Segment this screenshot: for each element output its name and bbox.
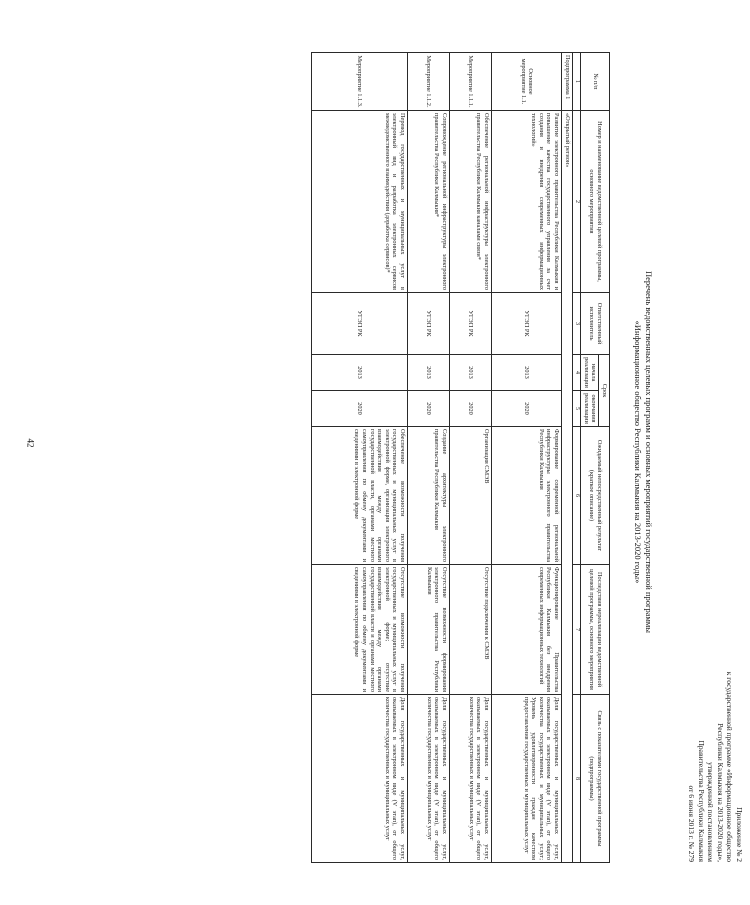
column-number: 6 [572, 427, 581, 565]
appendix-line: Правительства Республики Калмыкия [697, 740, 706, 862]
appendix-line: к государственной программе «Информационное общество [725, 671, 735, 862]
row-consequences: Отсутствие возможности получения государственных и муниципальных услуг в электронной форме; отсутствие взаимодействия между органами государственной власти и органами местного самоуправления по обмену документами и сведениями в электронной форме [312, 565, 408, 695]
column-number: 5 [572, 391, 581, 427]
document-title-line: Перечень ведомственных целевых программ и основных мероприятий государственной программы [644, 271, 654, 633]
header-result: Ожидаемый непосредственный результат (краткое описание) [581, 427, 610, 565]
column-number: 1 [572, 53, 581, 111]
row-result: Формирование современной региональной инфраструктуры электронного правительства Республики Калмыкия [492, 427, 562, 565]
subprogram-name: «Открытый регион» [562, 111, 573, 863]
column-number: 2 [572, 111, 581, 293]
column-number: 7 [572, 565, 581, 695]
row-link: Доля государственных и муниципальных услуг, оказываемых в электронном виде (V этап), от общего количества государственных и муниципальных услуг [408, 695, 450, 863]
header-term-end: окончания реализации [581, 391, 599, 427]
header-consequences: Последствия нереализации ведомственной целевой программы, основного мероприятия [581, 565, 610, 695]
header-term-start: начала реализации [581, 355, 599, 391]
row-name: Обеспечение региональной инфраструктуры электронного правительства Республики Калмыкия каналами связи* [450, 111, 492, 293]
measures-table [311, 52, 610, 863]
document-sheet [140, 22, 750, 882]
row-start: 2013 [408, 355, 450, 391]
column-number: 8 [572, 695, 581, 863]
table-row [450, 53, 492, 863]
header-executor: Ответственный исполнитель [581, 293, 610, 355]
appendix-line: утвержденной постановлением [706, 762, 716, 862]
row-end: 2020 [492, 391, 562, 427]
table-row [312, 53, 408, 863]
header-no: № п/п [581, 53, 610, 111]
subprogram-label: Подпрограмма 1 [562, 53, 573, 111]
row-result: Создание архитектуры электронного правительства Республики Калмыкия [408, 427, 450, 565]
row-start: 2013 [492, 355, 562, 391]
row-start: 2013 [312, 355, 408, 391]
row-link: Доля государственных и муниципальных услуг, оказываемых в электронном виде (V этап), от общего количества государственных и муниципальных услуг [450, 695, 492, 863]
document-title [632, 222, 654, 682]
table-row [492, 53, 562, 863]
row-number: Мероприятие 1.1.1. [450, 53, 492, 111]
header-term: Срок [599, 355, 610, 427]
column-number: 3 [572, 293, 581, 355]
row-link: Доля государственных и муниципальных услуг, оказываемых в электронном виде (V этап), от общего количества государственных и муниципальных услуг [312, 695, 408, 863]
row-consequences: Функционирование Правительства Республики Калмыкия без внедрения современных информационных технологий [492, 565, 562, 695]
subprogram-row [562, 53, 573, 863]
appendix-line: Республики Калмыкия на 2013-2020 годы», [716, 723, 725, 862]
row-name: Развитие электронного правительства Республики Калмыкия и повышение качества государственного управления за счет создания и внедрения современных информационных технологий» [492, 111, 562, 293]
row-consequences: Отсутствие подключения к СМЭВ [450, 565, 492, 695]
row-executor: УГЭП РК [312, 293, 408, 355]
row-end: 2020 [450, 391, 492, 427]
header-name: Номер и наименование ведомственной целевой программы, основного мероприятия [581, 111, 610, 293]
row-name: Сопровождение региональной инфраструктуры электронного правительства Республики Калмыкия* [408, 111, 450, 293]
row-end: 2020 [408, 391, 450, 427]
appendix-header [687, 632, 744, 862]
row-start: 2013 [450, 355, 492, 391]
row-number: Мероприятие 1.1.3. [312, 53, 408, 111]
row-result: Организация СМЭВ [450, 427, 492, 565]
row-end: 2020 [312, 391, 408, 427]
row-number: Основное мероприятие 1.1. [492, 53, 562, 111]
appendix-line: от 6 июня 2013 г. № 279 [687, 785, 697, 862]
page-number: 42 [25, 438, 36, 448]
row-consequences: Отсутствие возможности формирования электронного правительства Республики Калмыкия [408, 565, 450, 695]
row-result: Обеспечение возможности получения государственных и муниципальных услуг в электронной форме, организация электронного взаимодействия между органами государственной власти, органами местного самоуправления по обмену документами и сведениями в электронной форме [312, 427, 408, 565]
row-name: Перевод государственных и муниципальных услуг в электронный вид и разработка электронных сервисов межведомственного взаимодействия (доработка сервисов)* [312, 111, 408, 293]
row-executor: УГЭП РК [450, 293, 492, 355]
appendix-title: Приложение № 2 [735, 807, 744, 862]
row-link: Доля государственных и муниципальных услуг, оказываемых в электронном виде (V этап), от общего количества государственных и муниципальных услуг; Уровень удовлетворенности граждан качеством предоставления государственных и муниципальных услуг [492, 695, 562, 863]
table-row [408, 53, 450, 863]
column-number: 4 [572, 355, 581, 391]
header-link: Связь с показателями государственной программы (подпрограммы) [581, 695, 610, 863]
row-number: Мероприятие 1.1.2. [408, 53, 450, 111]
row-executor: УГЭП РК [492, 293, 562, 355]
document-title-line: «Информационное общество Республики Калмыкия на 2013-2020 годы» [633, 320, 643, 584]
row-executor: УГЭП РК [408, 293, 450, 355]
